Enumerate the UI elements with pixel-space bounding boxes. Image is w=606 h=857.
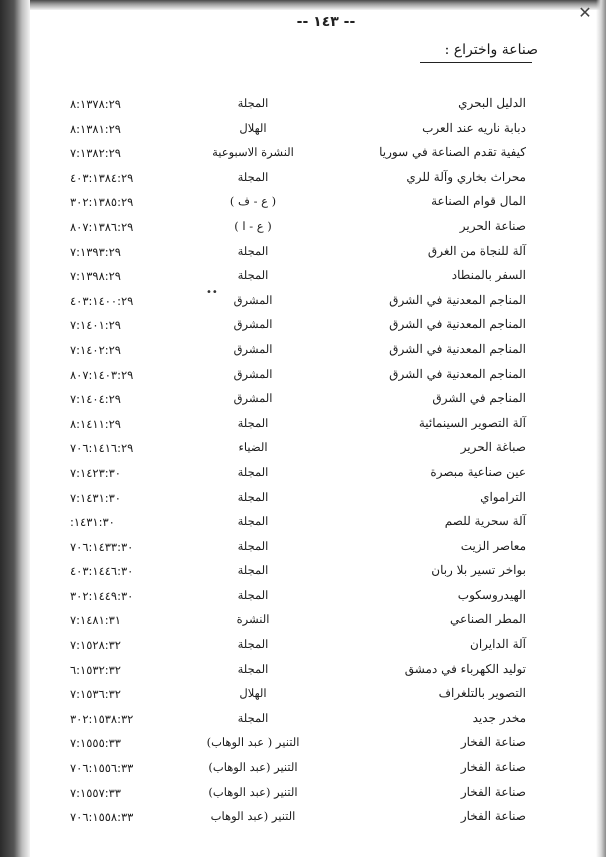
page-number: -- ١٤٣ -- (296, 14, 356, 30)
entry-source: المجلة (237, 268, 269, 283)
bibliography-entry (0, 707, 606, 732)
entry-source: النشرة الاسبوعية (212, 145, 294, 160)
entry-title: صباغة الحرير (460, 440, 526, 455)
entry-reference: ٧:١٥٥٥:٣٣ (70, 736, 121, 751)
bibliography-entry (0, 584, 606, 609)
entry-title: دبابة ناريه عند العرب (422, 120, 526, 135)
entry-reference: ٨:١٣٧٨:٢٩ (70, 97, 121, 111)
bibliography-entry (0, 535, 606, 560)
bibliography-entry (0, 313, 606, 338)
entry-title: آلة الدايران (470, 637, 526, 652)
entry-title: صناعة الحرير (459, 218, 526, 233)
bibliography-entry (0, 166, 606, 191)
entry-source: المجلة (237, 169, 269, 184)
entry-title: السفر بالمنطاد (451, 268, 526, 283)
entry-title: كيفية تقدم الصناعة في سوريا (379, 145, 526, 160)
entry-reference: ٧:١٤٣١:٣٠ (70, 490, 121, 505)
entry-reference: ٧٠٦:١٤١٦:٢٩ (70, 441, 134, 456)
entry-source: التنير (عبد الوهاب (210, 809, 296, 824)
entry-source: المشرق (233, 317, 273, 332)
entry-reference: ٧:١٤٢٣:٣٠ (70, 465, 121, 480)
entry-title: المناجم المعدنية في الشرق (389, 366, 526, 381)
entry-reference: ٨٠٧:١٣٨٦:٢٩ (70, 219, 134, 234)
entry-reference: ٧:١٣٩٣:٢٩ (70, 244, 121, 259)
bibliography-entry (0, 436, 606, 461)
entry-reference: ٣٠٢:١٣٨٥:٢٩ (70, 195, 134, 210)
bibliography-entry (0, 633, 606, 658)
bibliography-entry (0, 289, 606, 314)
entry-source: المجلة (237, 661, 269, 676)
entry-title: التصوير بالتلغراف (438, 686, 526, 701)
entry-source: الضياء (238, 440, 268, 455)
entry-source: المشرق (233, 391, 273, 406)
entry-source: النشرة (236, 612, 270, 627)
entry-reference: ٧:١٤٠٢:٢٩ (70, 342, 121, 357)
bibliography-entry (0, 461, 606, 486)
entry-reference: ٧٠٦:١٤٣٣:٣٠ (70, 539, 134, 554)
scan-shadow-top (30, 0, 606, 10)
entry-source: الهلال (239, 686, 267, 701)
entry-title: المناجم المعدنية في الشرق (389, 292, 526, 307)
entry-reference: ٣٠٢:١٤٤٩:٣٠ (70, 588, 134, 603)
bibliography-entry (0, 387, 606, 412)
entry-source: ( ع - ف ) (229, 194, 277, 209)
entry-source: المشرق (233, 366, 273, 381)
entry-reference: ٧٠٦:١٥٥٨:٣٣ (70, 810, 134, 825)
entry-title: صناعة الفخار (460, 784, 526, 799)
entry-title: المناجم المعدنية في الشرق (389, 317, 526, 332)
entry-source: التنير (عبد الوهاب) (208, 784, 298, 799)
entry-reference: ٧:١٥٣٦:٣٢ (70, 687, 121, 702)
entry-title: معاصر الزيت (460, 538, 526, 553)
entry-title: المال قوام الصناعة (431, 194, 526, 209)
bibliography-entry (0, 338, 606, 363)
entry-source: المجلة (237, 637, 269, 652)
entry-reference: ٦:١٥٣٢:٣٢ (70, 662, 121, 677)
bibliography-entry (0, 117, 606, 142)
entry-reference: ٤٠٣:١٤٠٠:٢٩ (70, 293, 134, 308)
entry-title: صناعة الفخار (460, 809, 526, 824)
entry-title: صناعة الفخار (460, 760, 526, 775)
entry-reference: ٣٠٢:١٥٣٨:٣٢ (70, 711, 134, 726)
bibliography-entry (0, 363, 606, 388)
entry-source: المجلة (237, 489, 269, 504)
entry-title: توليد الكهرباء في دمشق (404, 661, 526, 676)
entry-source: المشرق (233, 292, 273, 307)
entry-source: المجلة (237, 538, 269, 553)
entry-title: محراث بخاري وآلة للري (406, 169, 526, 184)
entry-title: الدليل البحري (458, 96, 526, 110)
entry-source: الهلال (239, 120, 267, 135)
entry-reference: :١٤٣١:٣٠ (70, 515, 115, 530)
entry-reference: ٧:١٤٨١:٣١ (70, 613, 121, 628)
bibliography-entry (0, 141, 606, 166)
entry-title: آلة للنجاة من الغرق (427, 243, 526, 258)
stray-ink-mark: •• (206, 287, 218, 298)
entry-title: مخدر جديد (472, 710, 526, 725)
entry-source: التنير (عبد الوهاب) (208, 760, 298, 775)
entry-reference: ٨٠٧:١٤٠٣:٢٩ (70, 367, 134, 382)
entry-source: المجلة (237, 243, 269, 258)
entry-source: المجلة (237, 514, 269, 529)
entry-source: المجلة (237, 415, 269, 430)
bibliography-entry (0, 412, 606, 437)
entry-title: آلة التصوير السينمائية (418, 415, 526, 430)
entry-reference: ٧:١٥٢٨:٣٢ (70, 638, 121, 653)
entry-title: المناجم في الشرق (432, 391, 526, 406)
corner-staple-mark: ✕ (578, 3, 592, 22)
entry-source: المجلة (237, 710, 269, 725)
entry-title: الهيدروسكوب (457, 587, 526, 602)
bibliography-entry (0, 805, 606, 830)
entry-source: المجلة (237, 464, 269, 479)
entry-source: التنير ( عبد الوهاب) (206, 735, 300, 750)
bibliography-entry (0, 264, 606, 289)
bibliography-entry (0, 608, 606, 633)
entry-reference: ٧٠٦:١٥٥٦:٣٣ (70, 761, 134, 776)
bibliography-entry (0, 190, 606, 215)
entry-reference: ٤٠٣:١٣٨٤:٢٩ (70, 170, 134, 185)
bibliography-entry (0, 658, 606, 683)
bibliography-entry (0, 92, 606, 117)
entry-source: المجلة (237, 563, 269, 578)
bibliography-entry (0, 510, 606, 535)
section-heading: صناعة واختراع : (444, 42, 538, 58)
entry-title: آلة سحرية للصم (444, 514, 526, 529)
bibliography-entry (0, 215, 606, 240)
entry-title: صناعة الفخار (460, 735, 526, 750)
entry-source: المجلة (237, 96, 269, 110)
bibliography-entry (0, 682, 606, 707)
entry-reference: ٧:١٣٩٨:٢٩ (70, 269, 121, 284)
entry-title: المناجم المعدنية في الشرق (389, 341, 526, 356)
entry-reference: ٧:١٣٨٢:٢٩ (70, 146, 121, 161)
entry-source: المشرق (233, 341, 273, 356)
bibliography-entry (0, 756, 606, 781)
entry-source: المجلة (237, 587, 269, 602)
entry-reference: ٧:١٤٠٤:٢٩ (70, 392, 121, 407)
entry-title: بواخر تسير بلا ربان (431, 563, 526, 578)
bibliography-entry (0, 731, 606, 756)
entry-source: ( ع - ا ) (234, 218, 272, 233)
entry-reference: ٧:١٥٥٧:٣٣ (70, 785, 121, 800)
entry-reference: ٨:١٣٨١:٢٩ (70, 121, 121, 136)
heading-underline (420, 62, 532, 63)
bibliography-entry (0, 240, 606, 265)
entry-reference: ٧:١٤٠١:٢٩ (70, 318, 121, 333)
bibliography-list (0, 92, 606, 830)
bibliography-entry (0, 486, 606, 511)
entry-title: المطر الصناعي (449, 612, 526, 627)
entry-reference: ٨:١٤١١:٢٩ (70, 416, 121, 431)
bibliography-entry (0, 559, 606, 584)
bibliography-entry (0, 781, 606, 806)
entry-title: عين صناعية مبصرة (430, 464, 526, 479)
entry-title: الترامواي (480, 489, 526, 504)
entry-reference: ٤٠٣:١٤٤٦:٣٠ (70, 564, 134, 579)
